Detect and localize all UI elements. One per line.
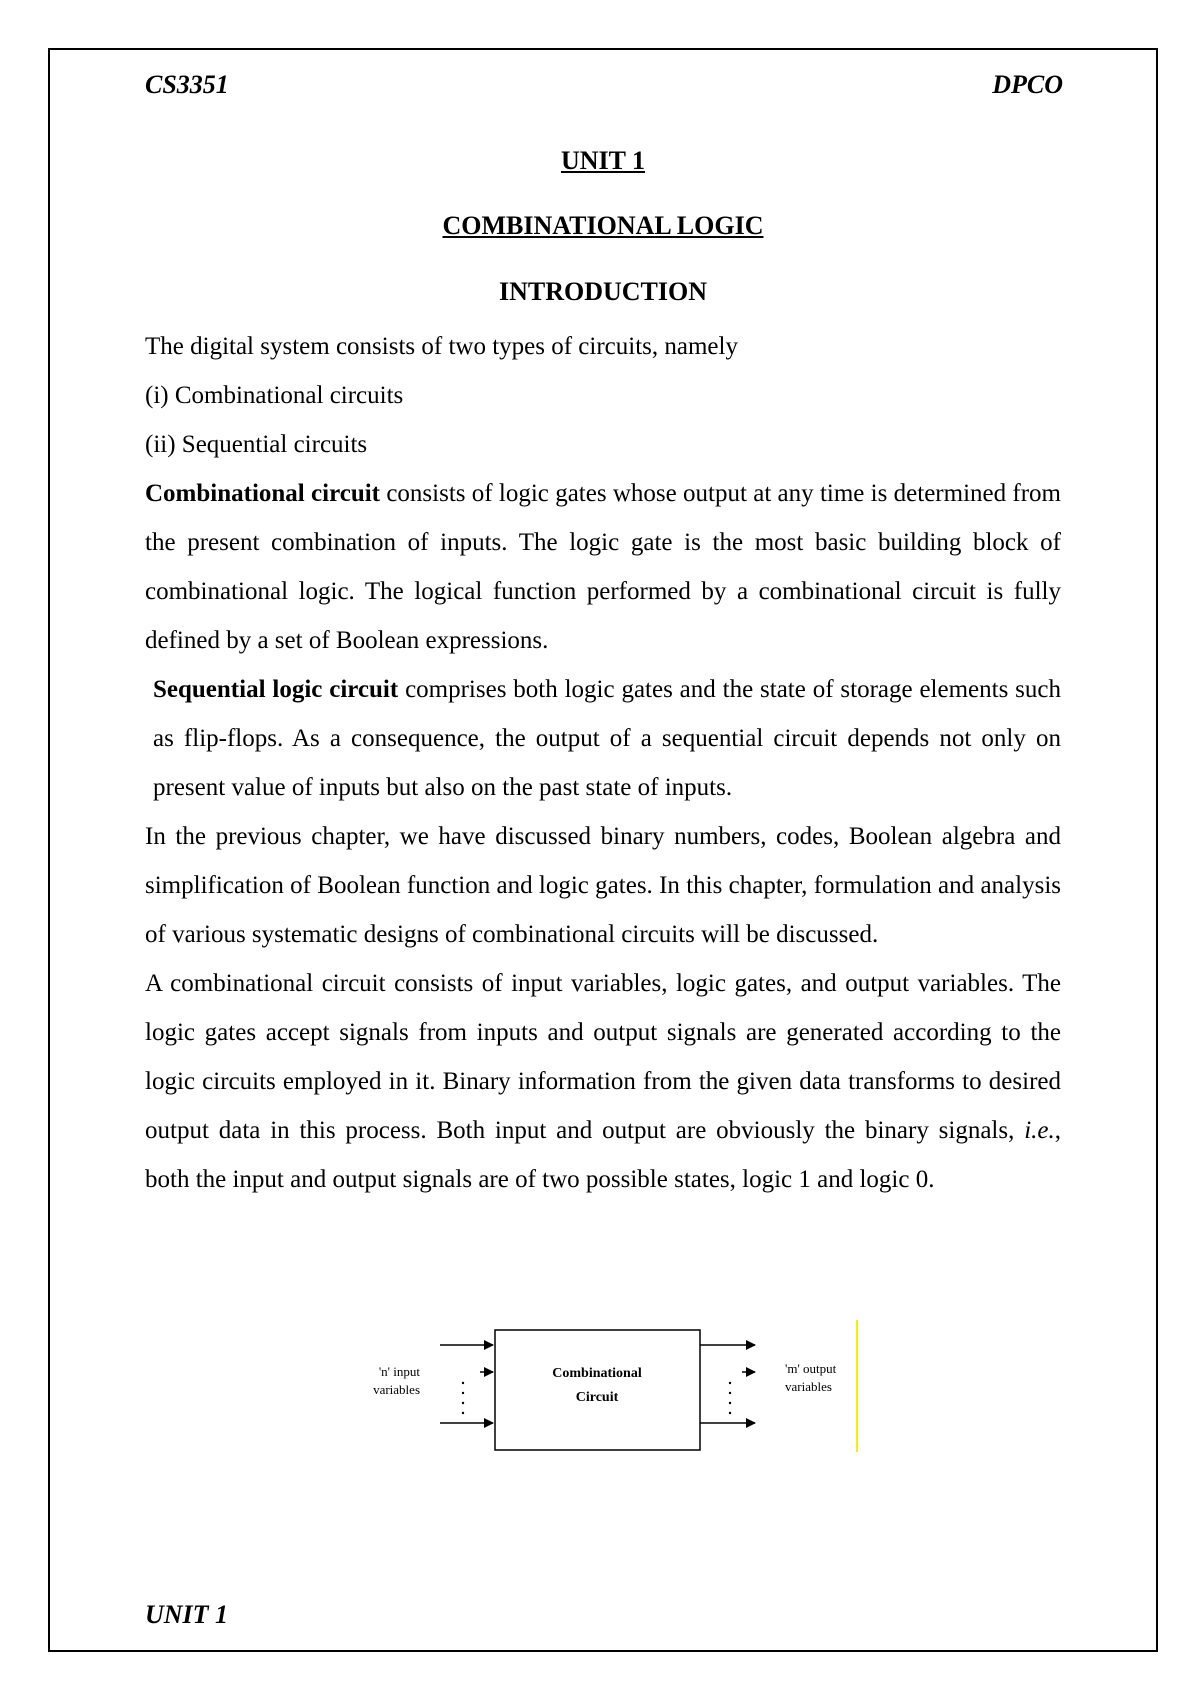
sequential-term: Sequential logic circuit xyxy=(153,676,399,703)
output-ellipsis xyxy=(729,1382,731,1414)
input-ellipsis xyxy=(462,1382,464,1414)
input-label-1: 'n' input xyxy=(378,1364,420,1379)
header-course-code: CS3351 xyxy=(145,70,229,99)
combinational-text: consists of logic gates whose output at any time is determined from the present combination of inputs. The logic gate is the most basic building block of combinational logic. The logical function performed by a combinational circuit is fully defined by a set of Boolean expressions. xyxy=(145,480,1061,654)
output-label-1: 'm' output xyxy=(785,1361,837,1376)
header-course-name: DPCO xyxy=(992,70,1063,99)
sequential-paragraph xyxy=(145,665,1061,812)
footer-unit-label: UNIT 1 xyxy=(145,1600,229,1629)
sequential-text: comprises both logic gates and the state of storage elements such as flip-flops. As a consequence, the output of a sequential circuit depends not only on present value of inputs but also on the past state of inputs. xyxy=(153,676,1061,801)
intro-item-1: (i) Combinational circuits xyxy=(145,382,404,409)
previous-chapter-paragraph: In the previous chapter, we have discussed binary numbers, codes, Boolean algebra and simplification of Boolean function and logic gates. In this chapter, formulation and analysis of various systematic designs of combinational circuits will be discussed. xyxy=(145,823,1061,948)
combinational-circuit-diagram xyxy=(335,1310,875,1460)
block-label-2: Circuit xyxy=(575,1390,619,1405)
intro-line: The digital system consists of two types of circuits, namely xyxy=(145,333,738,360)
output-label-2: variables xyxy=(785,1379,832,1394)
circuit-text-a: A combinational circuit consists of input variables, logic gates, and output variables. The logic gates accept signals from inputs and output signals are generated according to the logic circuits employed in it. Binary information from the given data transforms to desired output data in this process. Both input and output are obviously the binary signals, xyxy=(145,970,1061,1144)
topic-title: COMBINATIONAL LOGIC xyxy=(442,211,764,240)
ie-abbrev: i.e. xyxy=(1024,1117,1055,1144)
combinational-term: Combinational circuit xyxy=(145,480,381,507)
body-text xyxy=(145,322,1061,1204)
block-label-1: Combinational xyxy=(552,1366,642,1381)
section-title: INTRODUCTION xyxy=(498,277,708,306)
circuit-text-b: , both the input and output signals are of two possible states, logic 1 and logic 0. xyxy=(145,1117,1061,1193)
intro-item-2: (ii) Sequential circuits xyxy=(145,431,368,458)
unit-title: UNIT 1 xyxy=(560,146,646,175)
input-label-2: variables xyxy=(373,1382,420,1397)
combinational-paragraph xyxy=(145,469,1061,665)
circuit-description-paragraph xyxy=(145,959,1061,1204)
